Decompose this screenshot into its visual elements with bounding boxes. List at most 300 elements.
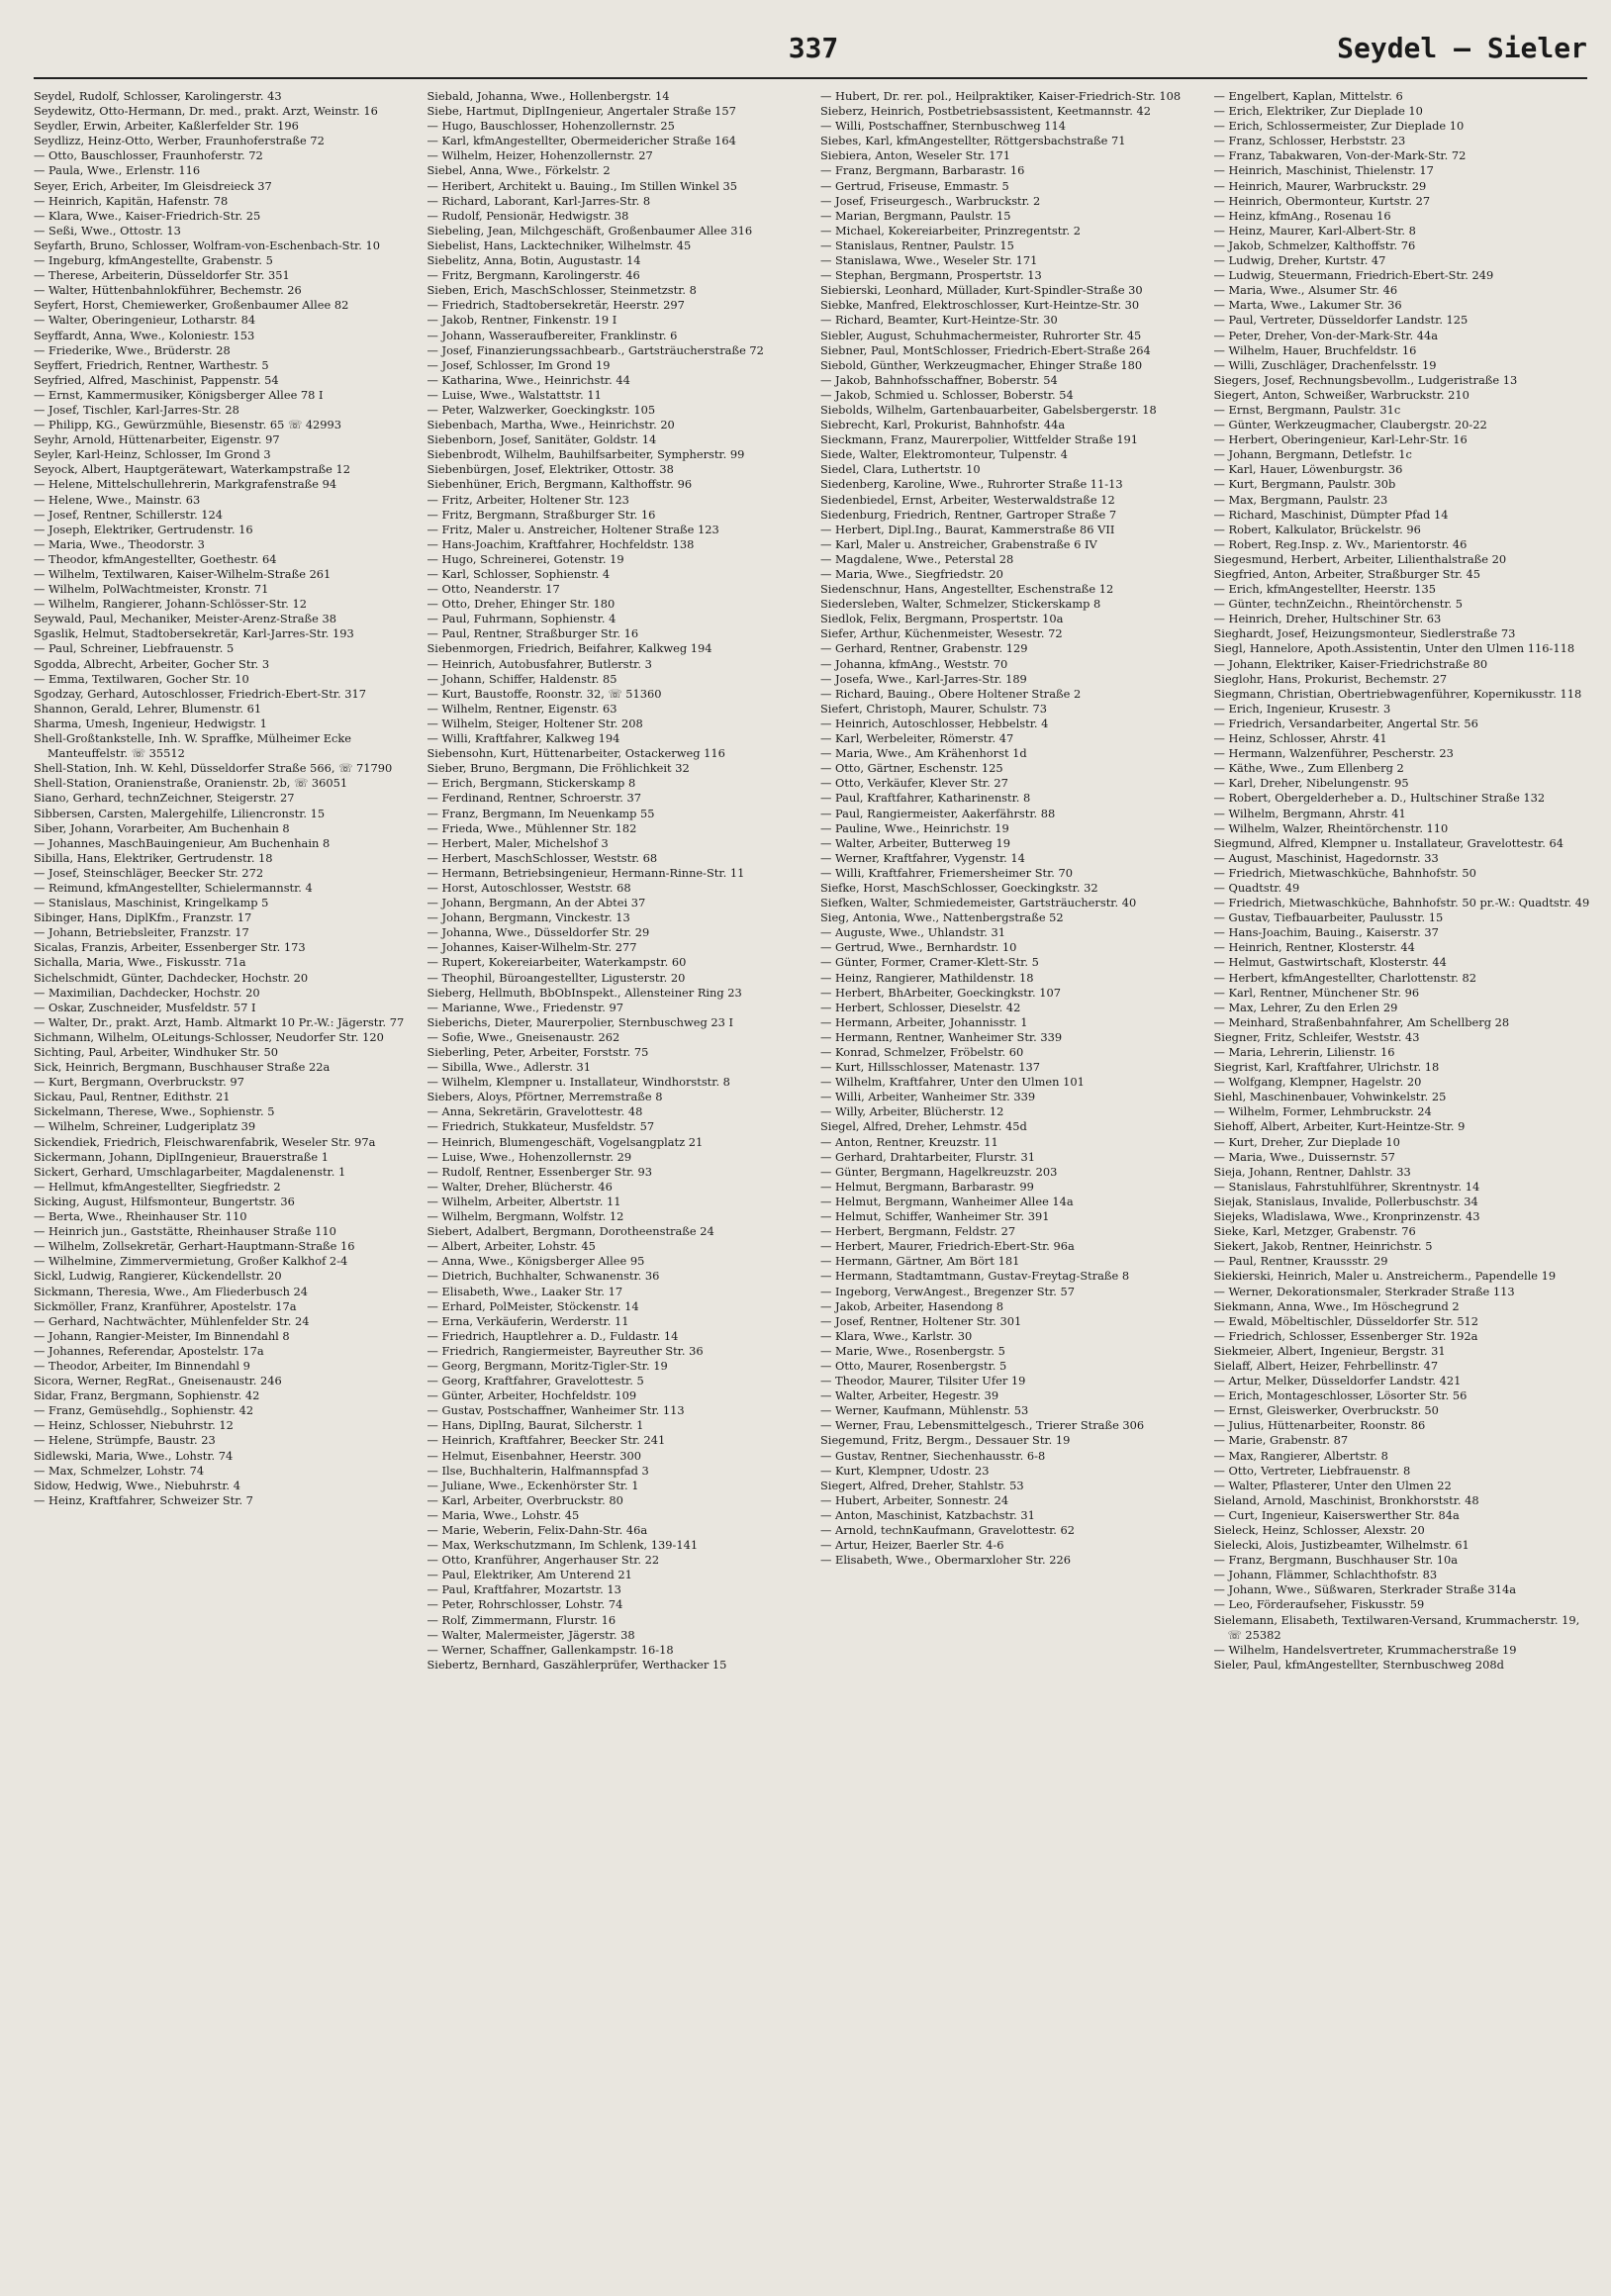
directory-entry: Sickermann, Johann, DiplIngenieur, Brauerstraße 1 bbox=[34, 1149, 329, 1164]
directory-entry: — Heinrich, Kraftfahrer, Beecker Str. 241 bbox=[426, 1433, 666, 1448]
directory-entry: Siegmund, Alfred, Klempner u. Installateur, Gravelottestr. 64 bbox=[1213, 835, 1564, 850]
directory-entry: — Walter, Dr., prakt. Arzt, Hamb. Altmarkt 10 Pr.-W.: Jägerstr. 77 bbox=[34, 1014, 405, 1029]
directory-entry: — Luise, Wwe., Hohenzollernstr. 29 bbox=[426, 1149, 632, 1164]
directory-entry: — Friedrich, Stukkateur, Musfeldstr. 57 bbox=[426, 1119, 655, 1134]
directory-entry: — Werner, Frau, Lebensmittelgesch., Trierer Straße 306 bbox=[820, 1418, 1145, 1433]
directory-entry: — Philipp, KG., Gewürzmühle, Biesenstr. 65 ☏ 42993 bbox=[34, 418, 342, 432]
directory-entry: — Johanna, kfmAng., Weststr. 70 bbox=[820, 656, 1008, 671]
page-header bbox=[34, 24, 1593, 81]
directory-entry: — Maria, Wwe., Lohstr. 45 bbox=[426, 1507, 580, 1522]
directory-entry: — Richard, Bauing., Obere Holtener Straße 2 bbox=[820, 686, 1082, 701]
directory-entry: Siebes, Karl, kfmAngestellter, Röttgersbachstraße 71 bbox=[820, 134, 1126, 148]
directory-entry: Seydler, Erwin, Arbeiter, Kaßlerfelder Str. 196 bbox=[34, 119, 299, 134]
directory-entry: Siegfried, Anton, Arbeiter, Straßburger Str. 45 bbox=[1213, 567, 1480, 581]
directory-entry: Seyfried, Alfred, Maschinist, Pappenstr. 54 bbox=[34, 372, 279, 387]
directory-entry: — Josef, Friseurgesch., Warbruckstr. 2 bbox=[820, 193, 1041, 208]
directory-entry: — Gustav, Rentner, Siechenhausstr. 6-8 bbox=[820, 1448, 1046, 1463]
directory-entry: Sieberz, Heinrich, Postbetriebsassistent, Keetmannstr. 42 bbox=[820, 104, 1151, 119]
directory-entry: — Marie, Wwe., Rosenbergstr. 5 bbox=[820, 1343, 1005, 1358]
directory-entry: — Auguste, Wwe., Uhlandstr. 31 bbox=[820, 925, 1006, 940]
directory-entry: — Franz, Tabakwaren, Von-der-Mark-Str. 72 bbox=[1213, 148, 1467, 163]
directory-entry: Siegner, Fritz, Schleifer, Weststr. 43 bbox=[1213, 1029, 1420, 1044]
directory-entry: — Friedrich, Hauptlehrer a. D., Fuldastr. 14 bbox=[426, 1328, 679, 1343]
directory-entry: — Sofie, Wwe., Gneisenaustr. 262 bbox=[426, 1029, 620, 1044]
directory-entry: — Heinrich, Dreher, Hultschiner Str. 63 bbox=[1213, 612, 1442, 626]
directory-entry: Siegl, Hannelore, Apoth.Assistentin, Unter den Ulmen 116-118 bbox=[1213, 641, 1575, 656]
directory-entry: Siebrecht, Karl, Prokurist, Bahnhofstr. 44a bbox=[820, 418, 1066, 432]
directory-entry: — Ernst, Gleiswerker, Overbruckstr. 50 bbox=[1213, 1403, 1439, 1418]
directory-entry: — Wilhelmine, Zimmervermietung, Großer Kalkhof 2-4 bbox=[34, 1254, 348, 1269]
directory-entry: — Heinrich, Obermonteur, Kurtstr. 27 bbox=[1213, 193, 1431, 208]
directory-entry: — Johannes, Kaiser-Wilhelm-Str. 277 bbox=[426, 940, 637, 955]
directory-entry: — Engelbert, Kaplan, Mittelstr. 6 bbox=[1213, 89, 1403, 103]
directory-entry: — Rupert, Kokereiarbeiter, Waterkampstr. 60 bbox=[426, 955, 687, 970]
directory-entry: — Willi, Postschaffner, Sternbuschweg 114 bbox=[820, 119, 1067, 134]
directory-entry: Seydewitz, Otto-Hermann, Dr. med., prakt. Arzt, Weinstr. 16 bbox=[34, 104, 378, 119]
directory-entry: Sibilla, Hans, Elektriker, Gertrudenstr. 18 bbox=[34, 850, 273, 865]
directory-entry: — Paul, Fuhrmann, Sophienstr. 4 bbox=[426, 612, 616, 626]
directory-entry: — Therese, Arbeiterin, Düsseldorfer Str. 351 bbox=[34, 268, 290, 283]
directory-entry: Siebenmorgen, Friedrich, Beifahrer, Kalkweg 194 bbox=[426, 641, 712, 656]
directory-entry: — Helene, Wwe., Mainstr. 63 bbox=[34, 492, 201, 507]
directory-entry: Siber, Johann, Vorarbeiter, Am Buchenhain 8 bbox=[34, 820, 290, 835]
directory-entry: — Erich, kfmAngestellter, Heerstr. 135 bbox=[1213, 582, 1437, 597]
directory-entry: Siebert, Adalbert, Bergmann, Dorotheenstraße 24 bbox=[426, 1224, 714, 1239]
directory-entry: — Otto, Neanderstr. 17 bbox=[426, 582, 560, 597]
directory-entry: Siebenborn, Josef, Sanitäter, Goldstr. 14 bbox=[426, 432, 657, 447]
directory-entry: Siegesmund, Herbert, Arbeiter, Lilienthalstraße 20 bbox=[1213, 551, 1507, 566]
directory-entry: — Sibilla, Wwe., Adlerstr. 31 bbox=[426, 1060, 591, 1075]
directory-entry: — Friedrich, Rangiermeister, Bayreuther Str. 36 bbox=[426, 1343, 704, 1358]
directory-entry: — Erich, Bergmann, Stickerskamp 8 bbox=[426, 776, 636, 791]
directory-entry: — Jakob, Schmelzer, Kalthoffstr. 76 bbox=[1213, 238, 1416, 252]
directory-entry: — Anton, Rentner, Kreuzstr. 11 bbox=[820, 1134, 998, 1149]
directory-entry: — Klara, Wwe., Kaiser-Friedrich-Str. 25 bbox=[34, 208, 261, 223]
directory-entry: — Franz, Schlosser, Herbststr. 23 bbox=[1213, 134, 1406, 148]
directory-entry: — Franz, Gemüsehdlg., Sophienstr. 42 bbox=[34, 1403, 254, 1418]
directory-entry: — Stanislaus, Fahrstuhlführer, Skrentnystr. 14 bbox=[1213, 1179, 1480, 1194]
directory-entry: — Wilhelm, Heizer, Hohenzollernstr. 27 bbox=[426, 148, 653, 163]
directory-entry: — Hermann, Betriebsingenieur, Hermann-Rinne-Str. 11 bbox=[426, 865, 745, 880]
directory-entry: Siebenbach, Martha, Wwe., Heinrichstr. 20 bbox=[426, 418, 675, 432]
directory-entry: — Günter, Bergmann, Hagelkreuzstr. 203 bbox=[820, 1164, 1058, 1179]
directory-entry: Sieg, Antonia, Wwe., Nattenbergstraße 52 bbox=[820, 910, 1064, 925]
directory-entry: — Frieda, Wwe., Mühlenner Str. 182 bbox=[426, 820, 637, 835]
directory-entry: — Wilhelm, Former, Lehmbruckstr. 24 bbox=[1213, 1104, 1432, 1119]
directory-entry: — Johann, Betriebsleiter, Franzstr. 17 bbox=[34, 925, 249, 940]
directory-entry: — Heinrich, Blumengeschäft, Vogelsangplatz 21 bbox=[426, 1134, 704, 1149]
directory-entry: — Wilhelm, Rentner, Eigenstr. 63 bbox=[426, 701, 617, 716]
directory-entry: — Curt, Ingenieur, Kaiserswerther Str. 84a bbox=[1213, 1507, 1460, 1522]
directory-entry: — Paul, Rentner, Straßburger Str. 16 bbox=[426, 626, 639, 641]
directory-entry: — Marta, Wwe., Lakumer Str. 36 bbox=[1213, 298, 1402, 313]
directory-entry: Sidar, Franz, Bergmann, Sophienstr. 42 bbox=[34, 1388, 260, 1403]
directory-entry: — Marian, Bergmann, Paulstr. 15 bbox=[820, 208, 1011, 223]
directory-entry: — Erich, Elektriker, Zur Dieplade 10 bbox=[1213, 104, 1423, 119]
column-1 bbox=[34, 89, 414, 1673]
directory-entry: — Theodor, Maurer, Tilsiter Ufer 19 bbox=[820, 1374, 1026, 1388]
directory-entry: — Karl, Rentner, Münchener Str. 96 bbox=[1213, 985, 1420, 1000]
directory-entry: — Walter, Arbeiter, Butterweg 19 bbox=[820, 835, 1010, 850]
directory-entry: — Franz, Bergmann, Buschhauser Str. 10a bbox=[1213, 1553, 1459, 1568]
directory-entry: — Heinrich, Maschinist, Thielenstr. 17 bbox=[1213, 163, 1434, 178]
directory-entry: — Stanislaus, Rentner, Paulstr. 15 bbox=[820, 238, 1014, 252]
directory-entry: — Leo, Förderaufseher, Fiskusstr. 59 bbox=[1213, 1597, 1425, 1612]
directory-entry: — Helmut, Bergmann, Wanheimer Allee 14a bbox=[820, 1194, 1074, 1208]
directory-entry: — Johannes, Referendar, Apostelstr. 17a bbox=[34, 1343, 264, 1358]
directory-entry: Siedel, Clara, Luthertstr. 10 bbox=[820, 462, 981, 477]
directory-entry: — Friedrich, Mietwaschküche, Bahnhofstr. 50 bbox=[1213, 865, 1476, 880]
directory-entry: — Johann, Flämmer, Schlachthofstr. 83 bbox=[1213, 1568, 1438, 1582]
directory-entry: — Paul, Rangiermeister, Aakerfährstr. 88 bbox=[820, 806, 1056, 820]
directory-entry: — Erhard, PolMeister, Stöckenstr. 14 bbox=[426, 1298, 639, 1313]
directory-entry: Siebenbrodt, Wilhelm, Bauhilfsarbeiter, Sympherstr. 99 bbox=[426, 447, 745, 462]
directory-entry: Siedlok, Felix, Bergmann, Prospertstr. 10a bbox=[820, 612, 1064, 626]
directory-entry: — Ingeborg, VerwAngest., Bregenzer Str. 57 bbox=[820, 1284, 1076, 1298]
directory-entry: — Hubert, Arbeiter, Sonnestr. 24 bbox=[820, 1492, 1009, 1507]
directory-entry: — Günter, technZeichn., Rheintörchenstr. 5 bbox=[1213, 597, 1464, 612]
directory-entry: — Heinz, Schlosser, Ahrstr. 41 bbox=[1213, 731, 1387, 746]
directory-entry: — Hugo, Bauschlosser, Hohenzollernstr. 25 bbox=[426, 119, 675, 134]
directory-entry: — Walter, Dreher, Blücherstr. 46 bbox=[426, 1179, 613, 1194]
directory-entry: Siekierski, Heinrich, Maler u. Anstreicherm., Papendelle 19 bbox=[1213, 1269, 1557, 1284]
directory-entry: — Hermann, Rentner, Wanheimer Str. 339 bbox=[820, 1029, 1063, 1044]
directory-entry: — Horst, Autoschlosser, Weststr. 68 bbox=[426, 880, 631, 895]
directory-entry: — Herbert, Maurer, Friedrich-Ebert-Str. 96a bbox=[820, 1239, 1075, 1254]
directory-entry: — Gustav, Postschaffner, Wanheimer Str. 113 bbox=[426, 1403, 685, 1418]
directory-entry: Siebold, Günther, Werkzeugmacher, Ehinger Straße 180 bbox=[820, 357, 1143, 372]
directory-entry: — Herbert, Maler, Michelshof 3 bbox=[426, 835, 609, 850]
directory-entry: — Magdalene, Wwe., Peterstal 28 bbox=[820, 551, 1014, 566]
directory-entry: — Kurt, Dreher, Zur Dieplade 10 bbox=[1213, 1134, 1400, 1149]
directory-entry: Seydlizz, Heinz-Otto, Werber, Fraunhoferstraße 72 bbox=[34, 134, 325, 148]
directory-entry: — Hugo, Schreinerei, Gotenstr. 19 bbox=[426, 551, 624, 566]
directory-entry: — Maria, Lehrerin, Lilienstr. 16 bbox=[1213, 1045, 1395, 1059]
directory-entry: — Katharina, Wwe., Heinrichstr. 44 bbox=[426, 372, 630, 387]
directory-entry: — Johann, Rangier-Meister, Im Binnendahl 8 bbox=[34, 1328, 290, 1343]
directory-entry: Siebenhüner, Erich, Bergmann, Kalthoffstr. 96 bbox=[426, 477, 693, 492]
directory-entry: Sickelmann, Therese, Wwe., Sophienstr. 5 bbox=[34, 1104, 275, 1119]
directory-entry: — Ferdinand, Rentner, Schroerstr. 37 bbox=[426, 791, 642, 806]
directory-entry: — Max, Rangierer, Albertstr. 8 bbox=[1213, 1448, 1388, 1463]
directory-entry: Siedenberg, Karoline, Wwe., Ruhrorter Straße 11-13 bbox=[820, 477, 1123, 492]
directory-entry: Seydel, Rudolf, Schlosser, Karolingerstr. 43 bbox=[34, 89, 282, 103]
directory-entry: — Karl, Dreher, Nibelungenstr. 95 bbox=[1213, 776, 1409, 791]
directory-entry: — Josefa, Wwe., Karl-Jarres-Str. 189 bbox=[820, 671, 1027, 686]
directory-entry: — Wilhelm, Schreiner, Ludgeriplatz 39 bbox=[34, 1119, 256, 1134]
directory-entry: — Jakob, Arbeiter, Hasendong 8 bbox=[820, 1298, 1004, 1313]
directory-entry: Sieleck, Heinz, Schlosser, Alexstr. 20 bbox=[1213, 1523, 1425, 1537]
directory-entry: — Friedrich, Mietwaschküche, Bahnhofstr. 50 pr.-W.: Quadtstr. 49 bbox=[1213, 896, 1590, 910]
directory-entry: Sieghardt, Josef, Heizungsmonteur, Siedlerstraße 73 bbox=[1213, 626, 1516, 641]
directory-entry: — Theodor, kfmAngestellter, Goethestr. 64 bbox=[34, 551, 277, 566]
directory-entry: Shell-Station, Oranienstraße, Oranienstr. 2b, ☏ 36051 bbox=[34, 776, 348, 791]
directory-entry: Sickert, Gerhard, Umschlagarbeiter, Magdalenenstr. 1 bbox=[34, 1164, 346, 1179]
directory-entry: — Helmut, Eisenbahner, Heerstr. 300 bbox=[426, 1448, 642, 1463]
directory-entry: — Günter, Werkzeugmacher, Claubergstr. 20-22 bbox=[1213, 418, 1487, 432]
directory-entry: Sickl, Ludwig, Rangierer, Kückendellstr. 20 bbox=[34, 1269, 282, 1284]
directory-entry: — Oskar, Zuschneider, Musfeldstr. 57 I bbox=[34, 1000, 256, 1014]
directory-entry: Siebers, Aloys, Pförtner, Merremstraße 8 bbox=[426, 1090, 663, 1104]
directory-entry: — Wilhelm, PolWachtmeister, Kronstr. 71 bbox=[34, 582, 269, 597]
directory-entry: Sick, Heinrich, Bergmann, Buschhauser Straße 22a bbox=[34, 1060, 331, 1075]
directory-entry: — Stanislaus, Maschinist, Kringelkamp 5 bbox=[34, 896, 269, 910]
directory-entry: — Julius, Hüttenarbeiter, Roonstr. 86 bbox=[1213, 1418, 1426, 1433]
directory-entry: Siebner, Paul, MontSchlosser, Friedrich-Ebert-Straße 264 bbox=[820, 342, 1151, 357]
directory-entry: — Friedrich, Versandarbeiter, Angertal Str. 56 bbox=[1213, 716, 1478, 730]
directory-entry: — Kurt, Hillsschlosser, Matenastr. 137 bbox=[820, 1060, 1041, 1075]
directory-entry: Siegert, Anton, Schweißer, Warbruckstr. 210 bbox=[1213, 387, 1469, 402]
directory-entry: — Richard, Maschinist, Dümpter Pfad 14 bbox=[1213, 507, 1449, 522]
directory-entry: — Karl, Hauer, Löwenburgstr. 36 bbox=[1213, 462, 1403, 477]
directory-entry: Siebel, Anna, Wwe., Förkelstr. 2 bbox=[426, 163, 611, 178]
directory-entry: — Erich, Ingenieur, Krusestr. 3 bbox=[1213, 701, 1391, 716]
directory-entry: — Ewald, Möbeltischler, Düsseldorfer Str. 512 bbox=[1213, 1313, 1479, 1328]
directory-entry: — Herbert, Oberingenieur, Karl-Lehr-Str. 16 bbox=[1213, 432, 1468, 447]
directory-entry: Siehl, Maschinenbauer, Vohwinkelstr. 25 bbox=[1213, 1090, 1447, 1104]
directory-entry: — Heribert, Architekt u. Bauing., Im Stillen Winkel 35 bbox=[426, 178, 738, 193]
directory-entry: — Heinz, Rangierer, Mathildenstr. 18 bbox=[820, 970, 1034, 985]
directory-entry: Sickmöller, Franz, Kranführer, Apostelstr. 17a bbox=[34, 1298, 297, 1313]
directory-entry: — Maximilian, Dachdecker, Hochstr. 20 bbox=[34, 985, 260, 1000]
directory-entry: Siede, Walter, Elektromonteur, Tulpenstr. 4 bbox=[820, 447, 1068, 462]
directory-entry: — Peter, Dreher, Von-der-Mark-Str. 44a bbox=[1213, 328, 1439, 342]
directory-entry: — Helmut, Bergmann, Barbarastr. 99 bbox=[820, 1179, 1034, 1194]
directory-entry: Siegemund, Fritz, Bergm., Dessauer Str. 19 bbox=[820, 1433, 1071, 1448]
directory-entry: Siebler, August, Schuhmachermeister, Ruhrorter Str. 45 bbox=[820, 328, 1142, 342]
directory-entry: Sichalla, Maria, Wwe., Fiskusstr. 71a bbox=[34, 955, 246, 970]
directory-entry: — Josef, Schlosser, Im Grond 19 bbox=[426, 357, 611, 372]
directory-entry: Sidlewski, Maria, Wwe., Lohstr. 74 bbox=[34, 1448, 234, 1463]
directory-entry: — Klara, Wwe., Karlstr. 30 bbox=[820, 1328, 973, 1343]
directory-entry: — Fritz, Maler u. Anstreicher, Holtener Straße 123 bbox=[426, 522, 719, 536]
directory-entry: Shell-Station, Inh. W. Kehl, Düsseldorfer Straße 566, ☏ 71790 bbox=[34, 761, 393, 776]
directory-entry: — Hellmut, kfmAngestellter, Siegfriedstr. 2 bbox=[34, 1179, 281, 1194]
directory-entry: — Wilhelm, Steiger, Holtener Str. 208 bbox=[426, 716, 643, 730]
directory-entry: — Heinrich, Maurer, Warbruckstr. 29 bbox=[1213, 178, 1427, 193]
directory-entry: — Maria, Wwe., Duissernstr. 57 bbox=[1213, 1149, 1395, 1164]
directory-entry: — Max, Bergmann, Paulstr. 23 bbox=[1213, 492, 1388, 507]
directory-entry: Siebald, Johanna, Wwe., Hollenbergstr. 14 bbox=[426, 89, 670, 103]
directory-entry: — Paul, Schreiner, Liebfrauenstr. 5 bbox=[34, 641, 235, 656]
directory-entry: — Ludwig, Steuermann, Friedrich-Ebert-Str. 249 bbox=[1213, 268, 1494, 283]
directory-entry: — Fritz, Bergmann, Straßburger Str. 16 bbox=[426, 507, 656, 522]
directory-entry: — Dietrich, Buchhalter, Schwanenstr. 36 bbox=[426, 1269, 660, 1284]
directory-entry: Siegmann, Christian, Obertriebwagenführer, Kopernikusstr. 118 bbox=[1213, 686, 1582, 701]
directory-entry: — Paul, Vertreter, Düsseldorfer Landstr. 125 bbox=[1213, 313, 1469, 328]
directory-entry: Sielemann, Elisabeth, Textilwaren-Versand, Krummacherstr. 19, ☏ 25382 bbox=[1213, 1612, 1580, 1642]
directory-entry: Seyffert, Friedrich, Rentner, Warthestr. 5 bbox=[34, 357, 269, 372]
directory-entry: — Wilhelm, Kraftfahrer, Unter den Ulmen 101 bbox=[820, 1075, 1085, 1090]
directory-entry: — Konrad, Schmelzer, Fröbelstr. 60 bbox=[820, 1045, 1024, 1059]
directory-entry: — Günter, Arbeiter, Hochfeldstr. 109 bbox=[426, 1388, 637, 1403]
directory-entry: — Peter, Rohrschlosser, Lohstr. 74 bbox=[426, 1597, 623, 1612]
directory-entry: — August, Maschinist, Hagedornstr. 33 bbox=[1213, 850, 1439, 865]
directory-entry: Siano, Gerhard, technZeichner, Steigerstr. 27 bbox=[34, 791, 295, 806]
directory-entry: — Gerhard, Drahtarbeiter, Flurstr. 31 bbox=[820, 1149, 1036, 1164]
directory-entry: — Rolf, Zimmermann, Flurstr. 16 bbox=[426, 1612, 616, 1627]
directory-entry: — Walter, Arbeiter, Hegestr. 39 bbox=[820, 1388, 999, 1403]
directory-entry: — Artur, Heizer, Baerler Str. 4-6 bbox=[820, 1538, 1004, 1553]
directory-entry: — Wilhelm, Zollsekretär, Gerhart-Hauptmann-Straße 16 bbox=[34, 1239, 355, 1254]
directory-entry: Siekmann, Anna, Wwe., Im Höschegrund 2 bbox=[1213, 1298, 1460, 1313]
directory-entry: — Johann, Elektriker, Kaiser-Friedrichstraße 80 bbox=[1213, 656, 1488, 671]
directory-entry: — Wilhelm, Textilwaren, Kaiser-Wilhelm-Straße 261 bbox=[34, 567, 332, 581]
directory-entry: — Karl, Schlosser, Sophienstr. 4 bbox=[426, 567, 611, 581]
directory-entry: — Anna, Wwe., Königsberger Allee 95 bbox=[426, 1254, 645, 1269]
directory-entry: Sgodda, Albrecht, Arbeiter, Gocher Str. 3 bbox=[34, 656, 270, 671]
directory-entry: Sieckmann, Franz, Maurerpolier, Wittfelder Straße 191 bbox=[820, 432, 1139, 447]
directory-entry: — Wilhelm, Arbeiter, Albertstr. 11 bbox=[426, 1194, 621, 1208]
directory-entry: Sickendiek, Friedrich, Fleischwarenfabrik, Weseler Str. 97a bbox=[34, 1134, 376, 1149]
directory-entry: Siebierski, Leonhard, Müllader, Kurt-Spindler-Straße 30 bbox=[820, 283, 1143, 298]
directory-entry: — Karl, Werbeleiter, Römerstr. 47 bbox=[820, 731, 1014, 746]
directory-entry: — Erich, Montageschlosser, Lösorter Str. 56 bbox=[1213, 1388, 1468, 1403]
directory-entry: — Peter, Walzwerker, Goeckingkstr. 105 bbox=[426, 402, 656, 417]
directory-entry: — Günter, Former, Cramer-Klett-Str. 5 bbox=[820, 955, 1039, 970]
directory-entry: — Otto, Bauschlosser, Fraunhoferstr. 72 bbox=[34, 148, 263, 163]
directory-entry: — Käthe, Wwe., Zum Ellenberg 2 bbox=[1213, 761, 1404, 776]
directory-entry: Sieberg, Hellmuth, BbObInspekt., Allensteiner Ring 23 bbox=[426, 985, 742, 1000]
directory-entry: — Werner, Schaffner, Gallenkampstr. 16-18 bbox=[426, 1642, 674, 1657]
directory-entry: — Wolfgang, Klempner, Hagelstr. 20 bbox=[1213, 1075, 1422, 1090]
directory-entry: — Max, Lehrer, Zu den Erlen 29 bbox=[1213, 1000, 1398, 1014]
directory-entry: — Paul, Kraftfahrer, Mozartstr. 13 bbox=[426, 1582, 621, 1597]
directory-entry: — Wilhelm, Rangierer, Johann-Schlösser-Str. 12 bbox=[34, 597, 307, 612]
directory-entry: Sielaff, Albert, Heizer, Fehrbellinstr. 47 bbox=[1213, 1358, 1439, 1373]
directory-entry: — Richard, Laborant, Karl-Jarres-Str. 8 bbox=[426, 193, 651, 208]
directory-entry: — Heinrich, Autobusfahrer, Butlerstr. 3 bbox=[426, 656, 652, 671]
directory-entry: Seyfarth, Bruno, Schlosser, Wolfram-von-Eschenbach-Str. 10 bbox=[34, 238, 380, 252]
directory-entry: Shell-Großtankstelle, Inh. W. Spraffke, Mülheimer Ecke Manteuffelstr. ☏ 35512 bbox=[34, 731, 352, 761]
directory-entry: — Stanislawa, Wwe., Weseler Str. 171 bbox=[820, 253, 1038, 268]
directory-entry: Sichelschmidt, Günter, Dachdecker, Hochstr. 20 bbox=[34, 970, 309, 985]
directory-entry: — Walter, Pflasterer, Unter den Ulmen 22 bbox=[1213, 1478, 1452, 1492]
directory-entry: — Willi, Zuschläger, Drachenfelsstr. 19 bbox=[1213, 357, 1437, 372]
directory-entry: — Juliane, Wwe., Eckenhörster Str. 1 bbox=[426, 1478, 639, 1492]
directory-entry: — Otto, Vertreter, Liebfrauenstr. 8 bbox=[1213, 1463, 1411, 1478]
directory-entry: Sieja, Johann, Rentner, Dahlstr. 33 bbox=[1213, 1164, 1411, 1179]
directory-entry: Siebke, Manfred, Elektroschlosser, Kurt-Heintze-Str. 30 bbox=[820, 298, 1140, 313]
directory-entry: — Johann, Bergmann, Detlefstr. 1c bbox=[1213, 447, 1412, 462]
directory-entry: — Rudolf, Rentner, Essenberger Str. 93 bbox=[426, 1164, 652, 1179]
directory-entry: — Otto, Gärtner, Eschenstr. 125 bbox=[820, 761, 1003, 776]
directory-entry: — Heinrich, Rentner, Klosterstr. 44 bbox=[1213, 940, 1415, 955]
directory-entry: — Hermann, Arbeiter, Johannisstr. 1 bbox=[820, 1014, 1028, 1029]
directory-entry: — Josef, Rentner, Schillerstr. 124 bbox=[34, 507, 224, 522]
directory-entry: — Friederike, Wwe., Brüderstr. 28 bbox=[34, 342, 231, 357]
directory-entry: — Kurt, Klempner, Udostr. 23 bbox=[820, 1463, 990, 1478]
directory-entry: Sichting, Paul, Arbeiter, Windhuker Str. 50 bbox=[34, 1045, 278, 1059]
directory-entry: — Friedrich, Stadtobersekretär, Heerstr. 297 bbox=[426, 298, 685, 313]
directory-entry: — Paul, Elektriker, Am Unterend 21 bbox=[426, 1568, 632, 1582]
directory-entry: Sieglohr, Hans, Prokurist, Bechemstr. 27 bbox=[1213, 671, 1448, 686]
directory-entry: Sieland, Arnold, Maschinist, Bronkhorststr. 48 bbox=[1213, 1492, 1479, 1507]
directory-entry: — Herbert, BhArbeiter, Goeckingkstr. 107 bbox=[820, 985, 1061, 1000]
directory-entry: — Emma, Textilwaren, Gocher Str. 10 bbox=[34, 671, 249, 686]
directory-entry: — Ingeburg, kfmAngestellte, Grabenstr. 5 bbox=[34, 253, 273, 268]
directory-entry: Siebolds, Wilhelm, Gartenbauarbeiter, Gabelsbergerstr. 18 bbox=[820, 402, 1157, 417]
directory-entry: — Johanna, Wwe., Düsseldorfer Str. 29 bbox=[426, 925, 650, 940]
directory-entry: — Johannes, MaschBauingenieur, Am Buchenhain 8 bbox=[34, 835, 331, 850]
column-3 bbox=[820, 89, 1200, 1673]
directory-entry: — Meinhard, Straßenbahnfahrer, Am Schellberg 28 bbox=[1213, 1014, 1510, 1029]
directory-columns bbox=[34, 89, 1593, 1673]
directory-entry: Sichmann, Wilhelm, OLeitungs-Schlosser, Neudorfer Str. 120 bbox=[34, 1029, 384, 1044]
directory-entry: — Karl, kfmAngestellter, Obermeidericher Straße 164 bbox=[426, 134, 736, 148]
directory-entry: — Kurt, Baustoffe, Roonstr. 32, ☏ 51360 bbox=[426, 686, 662, 701]
directory-entry: — Helmut, Schiffer, Wanheimer Str. 391 bbox=[820, 1209, 1050, 1224]
directory-entry: — Werner, Kraftfahrer, Vygenstr. 14 bbox=[820, 850, 1025, 865]
directory-entry: Siebertz, Bernhard, Gaszählerprüfer, Werthacker 15 bbox=[426, 1657, 727, 1672]
directory-entry: — Walter, Oberingenieur, Lotharstr. 84 bbox=[34, 313, 256, 328]
directory-entry: — Maria, Wwe., Siegfriedstr. 20 bbox=[820, 567, 1003, 581]
directory-entry: — Pauline, Wwe., Heinrichstr. 19 bbox=[820, 820, 1009, 835]
directory-entry: Siebeling, Jean, Milchgeschäft, Großenbaumer Allee 316 bbox=[426, 223, 753, 238]
directory-entry: — Seßi, Wwe., Ottostr. 13 bbox=[34, 223, 181, 238]
directory-entry: Siegert, Alfred, Dreher, Stahlstr. 53 bbox=[820, 1478, 1024, 1492]
directory-entry: Siefken, Walter, Schmiedemeister, Gartsträucherstr. 40 bbox=[820, 896, 1137, 910]
directory-entry: Siekmeier, Albert, Ingenieur, Bergstr. 31 bbox=[1213, 1343, 1446, 1358]
directory-entry: — Elisabeth, Wwe., Laaker Str. 17 bbox=[426, 1284, 623, 1298]
directory-entry: Siefke, Horst, MaschSchlosser, Goeckingkstr. 32 bbox=[820, 880, 1098, 895]
directory-entry: — Wilhelm, Walzer, Rheintörchenstr. 110 bbox=[1213, 820, 1449, 835]
directory-entry: — Wilhelm, Klempner u. Installateur, Windhorststr. 8 bbox=[426, 1075, 730, 1090]
directory-entry: Sickmann, Theresia, Wwe., Am Fliederbusch 24 bbox=[34, 1284, 309, 1298]
directory-entry: — Anton, Maschinist, Katzbachstr. 31 bbox=[820, 1507, 1035, 1522]
directory-entry: — Ernst, Kammermusiker, Königsberger Allee 78 I bbox=[34, 387, 324, 402]
directory-entry: — Hermann, Walzenführer, Pescherstr. 23 bbox=[1213, 746, 1454, 761]
directory-entry: — Johann, Wasseraufbereiter, Franklinstr. 6 bbox=[426, 328, 678, 342]
directory-entry: — Walter, Hüttenbahnlokführer, Bechemstr. 26 bbox=[34, 283, 302, 298]
directory-entry: — Johann, Schiffer, Haldenstr. 85 bbox=[426, 671, 617, 686]
directory-entry: Seyer, Erich, Arbeiter, Im Gleisdreieck 37 bbox=[34, 178, 272, 193]
directory-entry: — Wilhelm, Bergmann, Ahrstr. 41 bbox=[1213, 806, 1406, 820]
directory-entry: — Johann, Wwe., Süßwaren, Sterkrader Straße 314a bbox=[1213, 1582, 1517, 1597]
directory-entry: — Hans, DiplIng, Baurat, Silcherstr. 1 bbox=[426, 1418, 644, 1433]
directory-entry: Siedersleben, Walter, Schmelzer, Stickerskamp 8 bbox=[820, 597, 1101, 612]
directory-entry: — Luise, Wwe., Walstattstr. 11 bbox=[426, 387, 602, 402]
directory-entry: Siedenschnur, Hans, Angestellter, Eschenstraße 12 bbox=[820, 582, 1114, 597]
directory-entry: Seyock, Albert, Hauptgerätewart, Waterkampstraße 12 bbox=[34, 462, 351, 477]
directory-entry: — Elisabeth, Wwe., Obermarxloher Str. 226 bbox=[820, 1553, 1071, 1568]
directory-entry: — Friedrich, Schlosser, Essenberger Str. 192a bbox=[1213, 1328, 1478, 1343]
directory-entry: — Theodor, Arbeiter, Im Binnendahl 9 bbox=[34, 1358, 250, 1373]
directory-entry: — Fritz, Arbeiter, Holtener Str. 123 bbox=[426, 492, 629, 507]
directory-entry: — Hans-Joachim, Bauing., Kaiserstr. 37 bbox=[1213, 925, 1439, 940]
directory-entry: — Paul, Rentner, Kraussstr. 29 bbox=[1213, 1254, 1388, 1269]
directory-entry: — Heinz, Maurer, Karl-Albert-Str. 8 bbox=[1213, 223, 1416, 238]
directory-entry: — Franz, Bergmann, Im Neuenkamp 55 bbox=[426, 806, 655, 820]
directory-entry: Siegel, Alfred, Dreher, Lehmstr. 45d bbox=[820, 1119, 1027, 1134]
directory-entry: Siejeks, Wladislawa, Wwe., Kronprinzenstr. 43 bbox=[1213, 1209, 1480, 1224]
directory-entry: — Helmut, Gastwirtschaft, Klosterstr. 44 bbox=[1213, 955, 1447, 970]
directory-entry: — Robert, Kalkulator, Brückelstr. 96 bbox=[1213, 522, 1421, 536]
directory-entry: Sieberling, Peter, Arbeiter, Forststr. 75 bbox=[426, 1045, 649, 1059]
directory-entry: — Otto, Kranführer, Angerhauser Str. 22 bbox=[426, 1553, 660, 1568]
directory-entry: — Paul, Kraftfahrer, Katharinenstr. 8 bbox=[820, 791, 1031, 806]
column-4 bbox=[1214, 89, 1594, 1673]
directory-entry: — Albert, Arbeiter, Lohstr. 45 bbox=[426, 1239, 596, 1254]
directory-entry: — Wilhelm, Handelsvertreter, Krummacherstraße 19 bbox=[1213, 1642, 1517, 1657]
directory-entry: Sicalas, Franzis, Arbeiter, Essenberger Str. 173 bbox=[34, 940, 306, 955]
directory-entry: — Hubert, Dr. rer. pol., Heilpraktiker, Kaiser-Friedrich-Str. 108 bbox=[820, 89, 1182, 103]
directory-entry: Siefert, Christoph, Maurer, Schulstr. 73 bbox=[820, 701, 1047, 716]
directory-entry: — Walter, Malermeister, Jägerstr. 38 bbox=[426, 1627, 635, 1642]
directory-entry: Sielecki, Alois, Justizbeamter, Wilhelmstr. 61 bbox=[1213, 1538, 1469, 1553]
directory-entry: Siedenbiedel, Ernst, Arbeiter, Westerwaldstraße 12 bbox=[820, 492, 1115, 507]
directory-entry: — Hans-Joachim, Kraftfahrer, Hochfeldstr. 138 bbox=[426, 536, 695, 551]
